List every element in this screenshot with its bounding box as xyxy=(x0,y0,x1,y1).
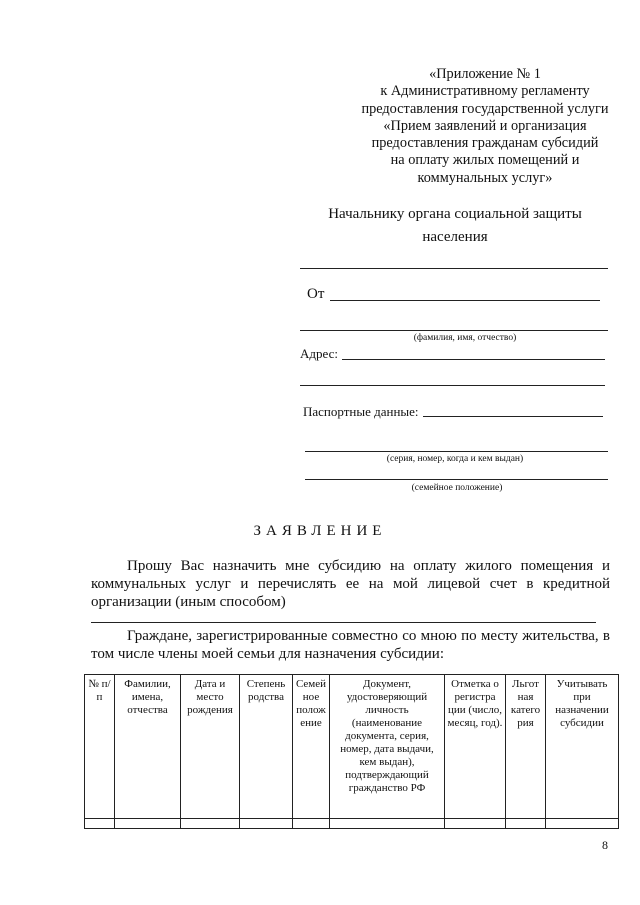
addressee-line-1: Начальнику органа социальной защиты xyxy=(328,206,582,222)
col-header-family-status: Семей ное полож ение xyxy=(293,675,330,819)
appendix-line: к Административному регламенту xyxy=(380,83,590,100)
table-cell[interactable] xyxy=(445,819,506,829)
col-header-birth: Дата и место рождения xyxy=(181,675,240,819)
residents-table xyxy=(84,674,619,829)
table-cell[interactable] xyxy=(546,819,619,829)
col-header-number: № п/п xyxy=(85,675,115,819)
fio-blank-line[interactable] xyxy=(300,330,608,331)
request-paragraph xyxy=(91,557,610,611)
from-blank-line[interactable] xyxy=(330,300,600,301)
addressee-line-2: населения xyxy=(422,229,488,245)
table-cell[interactable] xyxy=(85,819,115,829)
appendix-header xyxy=(330,66,640,187)
appendix-line: предоставления гражданам субсидий xyxy=(371,135,599,152)
table-cell[interactable] xyxy=(240,819,293,829)
appendix-line: коммунальных услуг» xyxy=(417,169,553,186)
residents-paragraph xyxy=(91,627,610,663)
table-cell[interactable] xyxy=(506,819,546,829)
col-header-relation: Степень родства xyxy=(240,675,293,819)
passport-hint: (серия, номер, когда и кем выдан) xyxy=(386,454,524,464)
table-cell[interactable] xyxy=(293,819,330,829)
col-header-id-document: Документ, удостоверяющий личность (наименование документа, серия, номер, дата выдачи, кем выдан), подтверждающий гражданство РФ xyxy=(330,675,445,819)
appendix-line: «Прием заявлений и организация xyxy=(383,117,587,134)
passport-blank-line-2[interactable] xyxy=(305,451,608,452)
col-header-consider: Учитывать при назначении субсидии xyxy=(546,675,619,819)
col-header-names: Фамилии, имена, отчества xyxy=(115,675,181,819)
document-title: ЗАЯВЛЕНИЕ xyxy=(253,523,387,539)
appendix-line: на оплату жилых помещений и xyxy=(390,152,580,169)
family-hint: (семейное положение) xyxy=(411,483,503,493)
from-label: От xyxy=(307,286,325,302)
passport-label: Паспортные данные: xyxy=(303,404,419,419)
page-number: 8 xyxy=(602,838,608,852)
appendix-line: предоставления государственной услуги xyxy=(361,100,609,117)
method-blank-line[interactable] xyxy=(91,622,596,623)
col-header-benefit: Льгот ная катего рия xyxy=(506,675,546,819)
family-blank-line[interactable] xyxy=(305,479,608,480)
table-cell[interactable] xyxy=(330,819,445,829)
address-label: Адрес: xyxy=(300,346,338,361)
addressee-blank-line[interactable] xyxy=(300,268,608,269)
addressee xyxy=(300,203,610,249)
table-row[interactable] xyxy=(85,819,619,829)
table-header-row xyxy=(85,675,619,819)
col-header-registration: Отметка о регистра ции (число, месяц, год). xyxy=(445,675,506,819)
passport-blank-line[interactable] xyxy=(423,416,603,417)
table-cell[interactable] xyxy=(181,819,240,829)
address-blank-line-2[interactable] xyxy=(300,385,605,386)
residents-text: Граждане, зарегистрированные совместно со мною по месту жительства, в том числе члены моей семьи для назначения субсидии: xyxy=(91,628,610,662)
request-text: Прошу Вас назначить мне субсидию на оплату жилого помещения и коммунальных услуг и перечислять ее на мой лицевой счет в кредитной организации (иным способом) xyxy=(91,558,610,610)
appendix-line: «Приложение № 1 xyxy=(429,66,541,82)
fio-hint: (фамилия, имя, отчество) xyxy=(413,333,517,343)
address-blank-line[interactable] xyxy=(342,359,605,360)
table-cell[interactable] xyxy=(115,819,181,829)
